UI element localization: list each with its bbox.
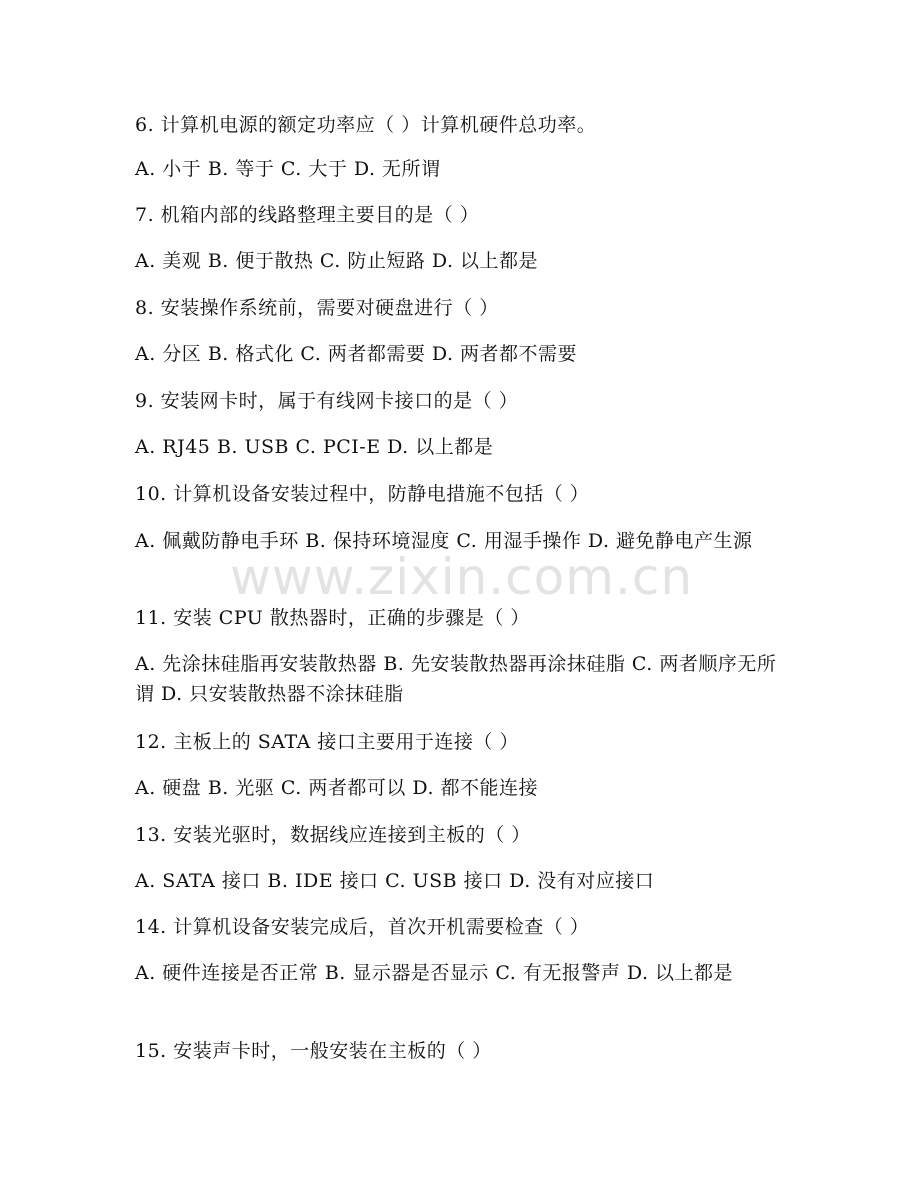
question-6: 6. 计算机电源的额定功率应（ ）计算机硬件总功率。 (135, 114, 597, 136)
question-11-options: A. 先涂抹硅脂再安装散热器 B. 先安装散热器再涂抹硅脂 C. 两者顺序无所谓 D. 只安装散热器不涂抹硅脂 (135, 653, 777, 705)
question-9-options: A. RJ45 B. USB C. PCI-E D. 以上都是 (135, 436, 494, 458)
question-9: 9. 安装网卡时，属于有线网卡接口的是（ ） (135, 390, 519, 412)
watermark: www.zixin.com.cn (230, 548, 694, 606)
question-8: 8. 安装操作系统前，需要对硬盘进行（ ） (135, 297, 499, 319)
question-12: 12. 主板上的 SATA 接口主要用于连接（ ） (135, 731, 519, 753)
question-10: 10. 计算机设备安装过程中，防静电措施不包括（ ） (135, 483, 590, 505)
question-13-options: A. SATA 接口 B. IDE 接口 C. USB 接口 D. 没有对应接口 (135, 870, 655, 892)
question-8-options: A. 分区 B. 格式化 C. 两者都需要 D. 两者都不需要 (135, 343, 578, 365)
question-13: 13. 安装光驱时，数据线应连接到主板的（ ） (135, 824, 531, 846)
question-11: 11. 安装 CPU 散热器时，正确的步骤是（ ） (135, 607, 530, 629)
question-15: 15. 安装声卡时，一般安装在主板的（ ） (135, 1040, 492, 1062)
question-14: 14. 计算机设备安装完成后，首次开机需要检查（ ） (135, 916, 590, 938)
question-7: 7. 机箱内部的线路整理主要目的是（ ） (135, 204, 480, 226)
question-12-options: A. 硬盘 B. 光驱 C. 两者都可以 D. 都不能连接 (135, 777, 539, 799)
question-14-options: A. 硬件连接是否正常 B. 显示器是否显示 C. 有无报警声 D. 以上都是 (135, 962, 734, 984)
question-6-options: A. 小于 B. 等于 C. 大于 D. 无所谓 (135, 158, 441, 180)
question-7-options: A. 美观 B. 便于散热 C. 防止短路 D. 以上都是 (135, 250, 539, 272)
question-10-options: A. 佩戴防静电手环 B. 保持环境湿度 C. 用湿手操作 D. 避免静电产生源 (135, 530, 753, 552)
